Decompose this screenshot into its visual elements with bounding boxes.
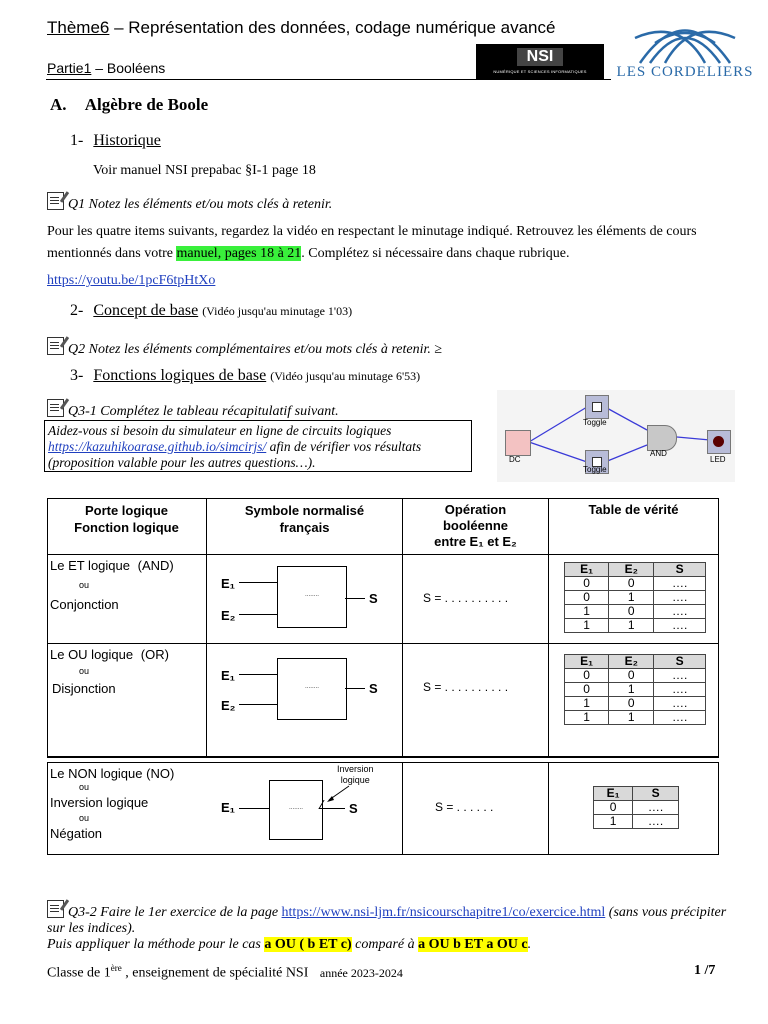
tt-cell: 1 [609,683,654,697]
footer-spec: , enseignement de spécialité NSI [121,965,309,981]
summary-table [47,498,718,758]
aide-box [44,420,472,472]
row-and-op: S = . . . . . . . . . . [423,591,509,605]
row-not-alt-1: Inversion logique [50,795,149,810]
tt-cell: 0 [609,577,654,591]
aide-text-1: Aidez-vous si besoin du simulateur en ligne de circuits logiques [48,423,392,438]
tt-cell: 0 [565,577,609,591]
school-logo [610,8,760,83]
and-gate [647,425,677,451]
col-divider [206,498,207,757]
truth-table-or [564,654,706,725]
nsi-logo-sub: NUMÉRIQUE ET SCIENCES INFORMATIQUES [493,69,587,74]
row-or-alt: Disjonction [52,681,116,696]
led-output [707,430,731,454]
inversion-arrow [319,780,359,810]
or-symbol [219,658,378,718]
tt-cell: 1 [594,815,633,829]
tt-cell: 0 [594,801,633,815]
col-divider [402,762,403,855]
heading-num: 3- [70,367,84,384]
tt-header: E₁ [594,787,633,801]
row-not-alt-2: Négation [50,826,103,841]
historique-text: Voir manuel NSI prepabac §I-1 page 18 [93,163,316,178]
exercise-link[interactable]: https://www.nsi-ljm.fr/nsicourschapitre1/co/exercice.html [281,905,606,920]
row-not-ou-2: ou [79,813,90,823]
school-name: LES CORDELIERS [616,64,754,80]
note-icon [47,337,64,355]
table-bottom-rule [47,756,718,758]
heading-num: 1- [70,132,84,149]
q2-text: Q2 Notez les éléments complémentaires et/ou mots clés à retenir. ≥ [68,342,443,357]
heading-note: (Vidéo jusqu'au minutage 1'03) [202,304,353,318]
partie-title: – Booléens [91,60,166,76]
nsi-logo [476,44,604,80]
not-table [47,762,718,855]
tt-header: S [633,787,679,801]
row-divider [47,643,718,644]
tt-cell: …. [633,801,679,815]
header-partie [47,60,165,76]
q32-text-4: comparé à [351,937,419,952]
footer-year: année 2023-2024 [319,965,403,980]
symbol-e1: E₁ [221,668,236,683]
nsi-logo-text: NSI [517,48,564,66]
expression-1: a OU ( b ET c) [264,937,352,952]
gate-abbr: (AND) [137,558,174,573]
gate-box [269,780,323,840]
gate-box-dots: ........ [305,682,319,690]
row-not-name [50,766,174,781]
school-logo-icon [610,8,760,66]
header-table-verite: Table de vérité [588,502,679,517]
gate-box-dots: ........ [305,590,319,598]
tt-cell: 0 [565,669,609,683]
heading-title: Concept de base [93,302,199,319]
tt-cell: 1 [565,697,609,711]
para-text-1: Pour les quatre items suivants, regardez la vidéo en respectant le minutage indiqué. Retrouvez les éléments de cours mentionnés dans votre [47,224,697,261]
row-and-alt: Conjonction [50,597,119,612]
footer-class: Classe de 1 [47,965,111,981]
row-or-op: S = . . . . . . . . . . [423,680,509,694]
question-q2 [47,337,442,358]
tt-cell: …. [654,605,706,619]
symbol-e2: E₂ [221,698,236,713]
col-divider [548,762,549,855]
header-theme [47,18,555,38]
heading-note: (Vidéo jusqu'au minutage 6'53) [270,369,421,383]
tt-cell: …. [654,711,706,725]
question-q1 [47,192,332,213]
gate-name: Le OU logique [50,647,134,662]
row-or-name [50,647,169,662]
q31-text: Q3-1 Complétez le tableau récapitulatif suivant. [68,404,339,419]
aide-text-2: afin de vérifier vos résultats (proposition valable pour les autres questions…). [48,439,422,470]
tt-cell: …. [654,683,706,697]
truth-table-and [564,562,706,633]
heading-concept [70,302,352,320]
q32-text-1: Q3-2 Faire le 1er exercice de la page [68,905,282,920]
section-a-heading [50,95,208,115]
q32-text-5: . [527,937,532,952]
not-symbol [219,764,399,842]
tt-cell: 0 [609,669,654,683]
tt-cell: …. [654,697,706,711]
instructions-paragraph [47,221,722,265]
col-divider [548,498,549,757]
simcirjs-link[interactable]: https://kazuhikoarase.github.io/simcirjs/ [48,439,267,454]
tt-cell: 0 [565,683,609,697]
row-or-ou: ou [79,666,90,676]
toggle-switch-1 [585,395,609,419]
symbol-e1: E₁ [221,576,236,591]
para-text-2: . Complétez si nécessaire dans chaque rubrique. [301,246,570,261]
tt-cell: 1 [565,619,609,633]
row-divider [47,554,718,555]
theme-label: Thème6 [47,18,110,37]
gate-name: Le ET logique [50,558,130,573]
symbol-s: S [369,591,378,606]
section-a-letter: A. [50,95,67,114]
dc-source [505,430,531,456]
tt-header: E₁ [565,563,609,577]
header-operation: Opération booléenne entre E₁ et E₂ [434,502,517,549]
gate-abbr: (OR) [140,647,169,662]
tt-cell: …. [654,591,706,605]
led-label: LED [710,455,726,464]
symbol-e1: E₁ [221,800,236,815]
tt-cell: …. [633,815,679,829]
tt-cell: 1 [609,619,654,633]
and-symbol [219,566,378,626]
tt-cell: 0 [565,591,609,605]
footer-sup: ère [110,963,122,973]
manual-highlight: manuel, pages 18 à 21 [176,246,302,261]
tt-cell: 0 [609,697,654,711]
q32-text-2: (sans vous précipiter sur les indices). [47,905,727,936]
simulator-wires [497,390,735,482]
dc-label: DC [509,455,521,464]
toggle-label-2: Toggle [583,465,607,474]
row-not-ou-1: ou [79,782,90,792]
note-icon [47,900,64,918]
question-q3-2 [47,900,737,953]
tt-cell: 1 [565,605,609,619]
header-symbole: Symbole normalisé français [244,503,365,535]
toggle-label-1: Toggle [583,418,607,427]
expression-2: a OU b ET a OU c [418,937,528,952]
question-q3-1 [47,399,339,420]
not-table-top-rule [47,762,718,763]
row-and-ou: ou [79,580,90,590]
gate-box [277,658,347,720]
partie-label: Partie1 [47,60,92,76]
q32-text-3: Puis appliquer la méthode pour le cas [47,937,265,952]
heading-title: Historique [93,132,161,149]
tt-cell: …. [654,619,706,633]
simulator-diagram [497,390,735,482]
symbol-e2: E₂ [221,608,236,623]
tt-header: E₂ [609,655,654,669]
heading-title: Fonctions logiques de base [93,367,267,384]
row-and-name [50,558,174,573]
heading-historique [70,132,161,150]
tt-cell: …. [654,577,706,591]
page-number: 1 /7 [694,963,716,978]
tt-header: S [654,655,706,669]
gate-name: Le NON logique [50,766,143,781]
tt-header: E₂ [609,563,654,577]
symbol-s: S [369,681,378,696]
theme-title: – Représentation des données, codage numérique avancé [109,18,556,37]
and-label: AND [650,449,667,458]
footer [47,963,403,982]
tt-cell: 1 [609,711,654,725]
note-icon [47,399,64,417]
note-icon [47,192,64,210]
gate-box-dots: ........ [289,803,303,811]
symbol-s: S [349,801,358,816]
gate-abbr: (NO) [146,766,175,781]
q1-text: Q1 Notez les éléments et/ou mots clés à retenir. [68,197,333,212]
row-not-op: S = . . . . . . [435,800,494,814]
header-porte: Porte logique Fonction logique [74,503,179,535]
gate-box [277,566,347,628]
truth-table-not [593,786,679,829]
tt-cell: …. [654,669,706,683]
inversion-label: Inversion logique [337,764,374,785]
tt-header: S [654,563,706,577]
section-a-title: Algèbre de Boole [84,95,209,114]
tt-header: E₁ [565,655,609,669]
tt-cell: 0 [609,605,654,619]
youtube-link[interactable]: https://youtu.be/1pcF6tpHtXo [47,273,216,288]
tt-cell: 1 [565,711,609,725]
tt-cell: 1 [609,591,654,605]
heading-fonctions [70,367,420,385]
heading-num: 2- [70,302,84,319]
